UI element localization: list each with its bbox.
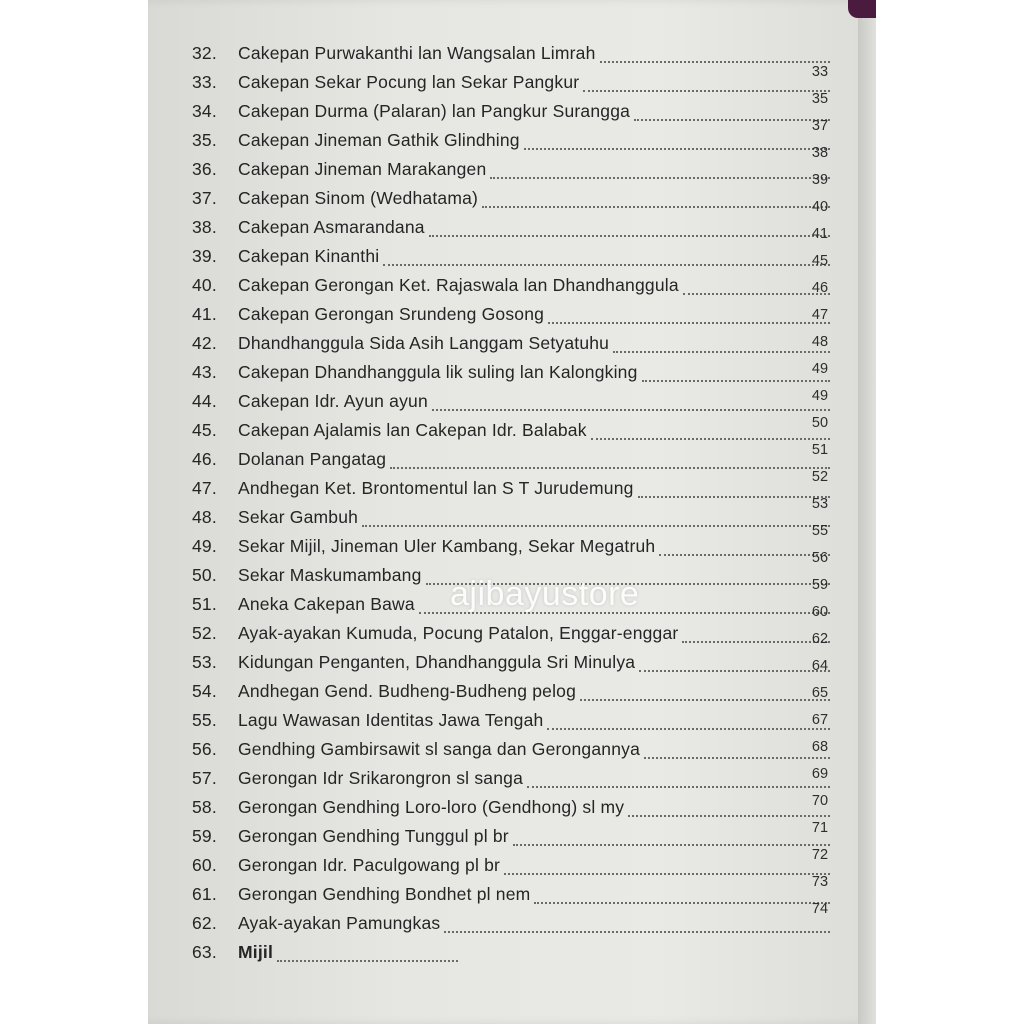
- dot-leader: [504, 873, 830, 875]
- toc-entry: [192, 797, 836, 827]
- toc-entry-title: Dhandhanggula Sida Asih Langgam Setyatuhu: [238, 333, 610, 353]
- toc-entry-number: 55.: [192, 710, 217, 730]
- toc-entry-number: 36.: [192, 159, 217, 179]
- dot-leader: [513, 844, 830, 846]
- toc-entry-title: Lagu Wawasan Identitas Jawa Tengah: [238, 710, 544, 730]
- toc-page-number: 48: [811, 334, 829, 350]
- toc-entry-title: Cakepan Purwakanthi lan Wangsalan Limrah: [238, 43, 596, 63]
- toc-entry-number: 41.: [192, 304, 217, 324]
- toc-page-number: 69: [811, 766, 829, 782]
- toc-entry-number: 60.: [192, 855, 217, 875]
- toc-page-number: 50: [811, 415, 829, 431]
- toc-entry: [192, 72, 836, 102]
- toc-page-number: 45: [811, 253, 829, 269]
- toc-entry-title: Gerongan Gendhing Bondhet pl nem: [238, 884, 531, 904]
- toc-entry: [192, 768, 836, 798]
- toc-entry-title: Gerongan Gendhing Tunggul pl br: [238, 826, 509, 846]
- toc-entry-title: Cakepan Jineman Gathik Glindhing: [238, 130, 520, 150]
- toc-entry: [192, 826, 836, 856]
- dot-leader: [432, 409, 830, 411]
- toc-entry: [192, 536, 836, 566]
- toc-entry: [192, 101, 836, 131]
- toc-page-number: 35: [811, 91, 829, 107]
- dot-leader: [482, 206, 830, 208]
- toc-entry-title: Cakepan Dhandhanggula lik suling lan Kalongking: [238, 362, 638, 382]
- dot-leader: [277, 960, 458, 962]
- toc-entry-number: 59.: [192, 826, 217, 846]
- toc-entry-title: Cakepan Idr. Ayun ayun: [238, 391, 428, 411]
- toc-entry-title: Kidungan Penganten, Dhandhanggula Sri Minulya: [238, 652, 636, 672]
- toc-entry-title: Ayak-ayakan Kumuda, Pocung Patalon, Enggar-enggar: [238, 623, 679, 643]
- toc-entry-number: 54.: [192, 681, 217, 701]
- toc-entry: [192, 275, 836, 305]
- toc-page-number: 46: [811, 280, 829, 296]
- toc-entry-number: 57.: [192, 768, 217, 788]
- toc-entry: [192, 652, 836, 682]
- toc-entry: [192, 420, 836, 450]
- toc-entry-title: Cakepan Durma (Palaran) lan Pangkur Surangga: [238, 101, 631, 121]
- toc-page-number: 56: [811, 550, 829, 566]
- toc-entry: [192, 391, 836, 421]
- dot-leader: [583, 90, 830, 92]
- toc-page-number: 60: [811, 604, 829, 620]
- toc-entry-number: 48.: [192, 507, 217, 527]
- toc-page-number: 47: [811, 307, 829, 323]
- toc-entry-number: 38.: [192, 217, 217, 237]
- toc-page-number: 38: [811, 145, 829, 161]
- toc-page-number: 71: [811, 820, 829, 836]
- dot-leader: [390, 467, 830, 469]
- toc-entry: [192, 884, 836, 914]
- toc-entry: [192, 913, 836, 943]
- dot-leader: [383, 264, 830, 266]
- toc-page-number: 53: [811, 496, 829, 512]
- toc-page-number: 51: [811, 442, 829, 458]
- dot-leader: [547, 728, 830, 730]
- toc-page-number: 49: [811, 361, 829, 377]
- toc-entry-title: Andhegan Gend. Budheng-Budheng pelog: [238, 681, 577, 701]
- watermark: ajibayustore: [450, 575, 640, 613]
- toc-entry-number: 35.: [192, 130, 217, 150]
- toc-entry: [192, 681, 836, 711]
- toc-entry-title: Cakepan Ajalamis lan Cakepan Idr. Balabak: [238, 420, 587, 440]
- toc-entry-number: 52.: [192, 623, 217, 643]
- dot-leader: [580, 699, 830, 701]
- toc-page-number: 49: [811, 388, 829, 404]
- toc-entry-title: Gerongan Gendhing Loro-loro (Gendhong) sl my: [238, 797, 625, 817]
- toc-entry-number: 58.: [192, 797, 217, 817]
- toc-page-number: 55: [811, 523, 829, 539]
- dot-leader: [548, 322, 830, 324]
- dot-leader: [362, 525, 830, 527]
- toc-page-number: 52: [811, 469, 829, 485]
- toc-entry: [192, 739, 836, 769]
- toc-page-number: 67: [811, 712, 829, 728]
- dot-leader: [642, 380, 830, 382]
- toc-entry-number: 39.: [192, 246, 217, 266]
- dot-leader: [444, 931, 830, 933]
- toc-entry: [192, 449, 836, 479]
- toc-entry: [192, 855, 836, 885]
- toc-entry-number: 32.: [192, 43, 217, 63]
- dot-leader: [644, 757, 830, 759]
- toc-entry-number: 56.: [192, 739, 217, 759]
- dot-leader: [490, 177, 830, 179]
- toc-entry-number: 33.: [192, 72, 217, 92]
- toc-entry-title: Gerongan Idr Srikarongron sl sanga: [238, 768, 524, 788]
- toc-entry: [192, 942, 464, 972]
- toc-page-number: 39: [811, 172, 829, 188]
- toc-entry-number: 44.: [192, 391, 217, 411]
- toc-entry-title: Aneka Cakepan Bawa: [238, 594, 415, 614]
- toc-entry-number: 47.: [192, 478, 217, 498]
- toc-entry-number: 40.: [192, 275, 217, 295]
- toc-entry-title: Sekar Maskumambang: [238, 565, 422, 585]
- toc-entry-number: 46.: [192, 449, 217, 469]
- toc-entry: [192, 217, 836, 247]
- toc-page-number: 62: [811, 631, 829, 647]
- toc-entry-title: Dolanan Pangatag: [238, 449, 387, 469]
- toc-entry-number: 45.: [192, 420, 217, 440]
- toc-entry: [192, 159, 836, 189]
- toc-page-number: 70: [811, 793, 829, 809]
- toc-entry-number: 34.: [192, 101, 217, 121]
- toc-entry: [192, 507, 836, 537]
- toc-page-number: 40: [811, 199, 829, 215]
- toc-entry: [192, 362, 836, 392]
- toc-page-number: 73: [811, 874, 829, 890]
- toc-page-number: 68: [811, 739, 829, 755]
- toc-entry-title: Gerongan Idr. Paculgowang pl br: [238, 855, 501, 875]
- toc-page-number: 41: [811, 226, 829, 242]
- toc-entry: [192, 478, 836, 508]
- toc-entry-title: Ayak-ayakan Pamungkas: [238, 913, 441, 933]
- toc-entry-title: Cakepan Jineman Marakangen: [238, 159, 487, 179]
- toc-entry: [192, 246, 836, 276]
- toc-entry: [192, 304, 836, 334]
- toc-entry: [192, 333, 836, 363]
- dot-leader: [613, 351, 830, 353]
- toc-entry-number: 37.: [192, 188, 217, 208]
- dot-leader: [628, 815, 830, 817]
- toc-entry: [192, 188, 836, 218]
- toc-page-number: 72: [811, 847, 829, 863]
- toc-entry-title: Gendhing Gambirsawit sl sanga dan Gerongannya: [238, 739, 641, 759]
- toc-entry: [192, 710, 836, 740]
- toc-entry-title: Cakepan Gerongan Ket. Rajaswala lan Dhandhanggula: [238, 275, 679, 295]
- toc-entry-number: 53.: [192, 652, 217, 672]
- toc-entry-title: Cakepan Sinom (Wedhatama): [238, 188, 479, 208]
- toc-page-number: 64: [811, 658, 829, 674]
- toc-entry: [192, 623, 836, 653]
- toc-entry: [192, 130, 836, 160]
- toc-entry-number: 42.: [192, 333, 217, 353]
- dot-leader: [527, 786, 830, 788]
- toc-entry-title: Cakepan Gerongan Srundeng Gosong: [238, 304, 545, 324]
- toc-entry-title: Mijil: [238, 942, 274, 962]
- toc-page-number: 59: [811, 577, 829, 593]
- toc-entry-number: 43.: [192, 362, 217, 382]
- toc-entry-title: Sekar Mijil, Jineman Uler Kambang, Sekar Megatruh: [238, 536, 656, 556]
- toc-page-number: 74: [811, 901, 829, 917]
- toc-entry-title: Cakepan Kinanthi: [238, 246, 380, 266]
- toc-entry-number: 61.: [192, 884, 217, 904]
- toc-page-number: 37: [811, 118, 829, 134]
- toc-entry-title: Cakepan Sekar Pocung lan Sekar Pangkur: [238, 72, 580, 92]
- dot-leader: [429, 235, 830, 237]
- toc-entry-number: 62.: [192, 913, 217, 933]
- toc-entry-number: 49.: [192, 536, 217, 556]
- dot-leader: [591, 438, 830, 440]
- dot-leader: [600, 61, 830, 63]
- toc-entry-title: Andhegan Ket. Brontomentul lan S T Jurudemung: [238, 478, 634, 498]
- toc-entry-number: 63.: [192, 942, 217, 962]
- toc-entry: [192, 43, 836, 73]
- toc-page-number: 33: [811, 64, 829, 80]
- toc-entry-number: 50.: [192, 565, 217, 585]
- dot-leader: [524, 148, 830, 150]
- dot-leader: [534, 902, 830, 904]
- toc-entry-number: 51.: [192, 594, 217, 614]
- toc-entry-title: Cakepan Asmarandana: [238, 217, 425, 237]
- toc-entry-title: Sekar Gambuh: [238, 507, 359, 527]
- toc-page-number: 65: [811, 685, 829, 701]
